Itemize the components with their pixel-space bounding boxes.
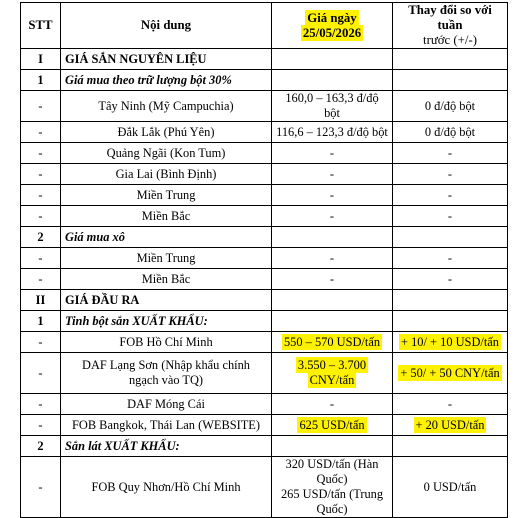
subsection-row [21, 70, 508, 91]
header-change-line1: Thay đổi so với tuần [408, 3, 492, 32]
row-price: 116,6 – 123,3 đ/độ bột [272, 122, 393, 143]
row-change: 0 đ/độ bột [393, 91, 508, 122]
row-stt: - [21, 394, 61, 415]
row-price [272, 70, 393, 91]
table-row [21, 415, 508, 436]
row-change: - [393, 269, 508, 290]
row-change [393, 415, 508, 436]
section-row [21, 290, 508, 311]
row-price [272, 290, 393, 311]
row-change: 0 USD/tấn [393, 457, 508, 518]
row-stt: I [21, 49, 61, 70]
row-price: - [272, 248, 393, 269]
change-highlight: + 50/ + 50 CNY/tấn [400, 365, 500, 380]
row-content: FOB Quy Nhơn/Hồ Chí Minh [61, 457, 272, 518]
row-price [272, 415, 393, 436]
header-price-highlight: Giá ngày 25/05/2026 [302, 10, 362, 40]
row-stt: - [21, 143, 61, 164]
row-change [393, 311, 508, 332]
row-change: - [393, 206, 508, 227]
price-highlight: 3.550 – 3.700 CNY/tấn [297, 358, 367, 387]
row-price [272, 311, 393, 332]
row-content: Miền Bắc [61, 206, 272, 227]
row-change [393, 332, 508, 353]
row-content: Đắk Lắk (Phú Yên) [61, 122, 272, 143]
row-stt: - [21, 185, 61, 206]
price-highlight: 625 USD/tấn [299, 417, 365, 432]
section-title: GIÁ ĐẦU RA [61, 290, 272, 311]
subsection-title: Sắn lát XUẤT KHẨU: [61, 436, 272, 457]
row-stt: - [21, 332, 61, 353]
row-content: FOB Hồ Chí Minh [61, 332, 272, 353]
row-content-line1: DAF Lạng Sơn (Nhập khẩu chính [82, 358, 250, 372]
table-row [21, 206, 508, 227]
row-stt: 2 [21, 227, 61, 248]
row-price [272, 332, 393, 353]
subsection-row [21, 311, 508, 332]
row-price-line2: 265 USD/tấn (Trung [280, 487, 384, 501]
section-title: GIÁ SẮN NGUYÊN LIỆU [61, 49, 272, 70]
row-change [393, 353, 508, 394]
row-content [61, 353, 272, 394]
row-price: - [272, 185, 393, 206]
row-stt: - [21, 457, 61, 518]
table-row [21, 394, 508, 415]
row-price [272, 436, 393, 457]
row-stt: - [21, 164, 61, 185]
table-row [21, 353, 508, 394]
header-change-line2: trước (+/-) [423, 33, 477, 47]
row-stt: 2 [21, 436, 61, 457]
row-stt: - [21, 353, 61, 394]
row-stt: - [21, 122, 61, 143]
subsection-title: Tinh bột sắn XUẤT KHẨU: [61, 311, 272, 332]
row-price [272, 353, 393, 394]
row-price: - [272, 394, 393, 415]
row-price-line1: 320 USD/tấn (Hàn Quốc) [285, 457, 379, 486]
row-stt: - [21, 91, 61, 122]
row-change [393, 436, 508, 457]
table-row [21, 91, 508, 122]
row-price: - [272, 206, 393, 227]
header-content: Nội dung [61, 3, 272, 49]
table-row [21, 143, 508, 164]
row-change: - [393, 185, 508, 206]
row-price: - [272, 164, 393, 185]
row-price [272, 457, 393, 518]
row-stt: - [21, 248, 61, 269]
row-stt: II [21, 290, 61, 311]
subsection-title: Giá mua theo trữ lượng bột 30% [61, 70, 272, 91]
row-stt: 1 [21, 311, 61, 332]
header-change [393, 3, 508, 49]
header-row [21, 3, 508, 49]
table-row [21, 185, 508, 206]
table-row [21, 122, 508, 143]
row-stt: - [21, 206, 61, 227]
change-highlight: + 10/ + 10 USD/tấn [401, 334, 499, 349]
row-price: - [272, 269, 393, 290]
subsection-row [21, 436, 508, 457]
row-change: - [393, 248, 508, 269]
section-row [21, 49, 508, 70]
row-change: - [393, 143, 508, 164]
subsection-title: Giá mua xô [61, 227, 272, 248]
row-change: - [393, 164, 508, 185]
row-change [393, 70, 508, 91]
header-price [272, 3, 393, 49]
row-change [393, 290, 508, 311]
row-content: Miền Trung [61, 185, 272, 206]
row-content: Tây Ninh (Mỹ Campuchia) [61, 91, 272, 122]
row-price-line3: Quốc) [316, 502, 348, 516]
table-row [21, 269, 508, 290]
subsection-row [21, 227, 508, 248]
row-change [393, 227, 508, 248]
row-stt: - [21, 415, 61, 436]
row-change [393, 49, 508, 70]
row-content: FOB Bangkok, Thái Lan (WEBSITE) [61, 415, 272, 436]
row-content: Gia Lai (Bình Định) [61, 164, 272, 185]
row-change: - [393, 394, 508, 415]
table-row [21, 164, 508, 185]
change-highlight: + 20 USD/tấn [415, 417, 485, 432]
row-content: Miền Trung [61, 248, 272, 269]
row-stt: 1 [21, 70, 61, 91]
row-content: Quảng Ngãi (Kon Tum) [61, 143, 272, 164]
price-highlight: 550 – 570 USD/tấn [283, 334, 381, 349]
row-price [272, 227, 393, 248]
row-stt: - [21, 269, 61, 290]
row-price: 160,0 – 163,3 đ/độ bột [272, 91, 393, 122]
row-content-line2: ngạch vào TQ) [128, 373, 204, 387]
table-row [21, 332, 508, 353]
row-content: DAF Móng Cái [61, 394, 272, 415]
row-change: 0 đ/độ bột [393, 122, 508, 143]
row-content: Miền Bắc [61, 269, 272, 290]
row-price [272, 49, 393, 70]
table-row [21, 248, 508, 269]
table-row [21, 457, 508, 518]
row-price: - [272, 143, 393, 164]
price-table [20, 2, 508, 518]
header-stt: STT [21, 3, 61, 49]
